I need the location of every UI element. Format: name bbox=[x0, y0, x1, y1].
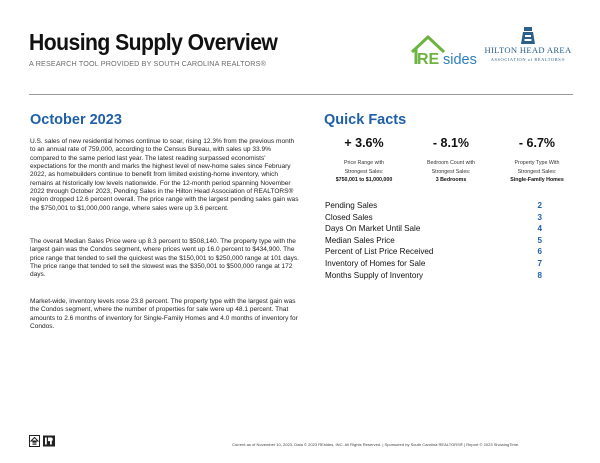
quick-fact-label-line2: Strongest Sales: bbox=[517, 168, 557, 175]
equal-housing-icon bbox=[29, 435, 57, 447]
quick-fact-value: + 3.6% bbox=[344, 136, 384, 150]
page-title: Housing Supply Overview bbox=[29, 29, 278, 55]
contents-item-label: Percent of List Price Received bbox=[325, 247, 434, 257]
header-divider bbox=[29, 94, 573, 95]
contents-item-page: 8 bbox=[537, 270, 542, 280]
hilton-head-logo bbox=[482, 26, 574, 68]
contents-item-page: 7 bbox=[537, 258, 542, 268]
summary-paragraph-1: U.S. sales of new residential homes continue to soar, rising 12.3% from the previous month to an annual rate of 759,000, according to the Census Bureau, with sales up 33.9% compared to the same period last year. The latest reading surpassed economists' expectations for the month and marks the highest level of new-home sales since February 2022, as homebuilders continue to benefit from limited existing-home inventory, which remains at historically low levels nationwide. For the 12-month period spanning November 2022 through October 2023, Pending Sales in the Hilton Head Association of REALTORS® region dropped 12.6 percent overall. The price range with the largest pending sales gain was the $750,001 to $1,000,000 range, where sales were up 3.6 percent. bbox=[30, 138, 299, 212]
contents-item-page: 5 bbox=[537, 235, 542, 245]
quick-fact-price-range bbox=[323, 133, 405, 185]
contents-item-inventory[interactable] bbox=[325, 258, 542, 270]
lighthouse-icon bbox=[482, 26, 574, 46]
contents-item-label: Pending Sales bbox=[325, 201, 378, 210]
quick-fact-value: - 6.7% bbox=[518, 136, 556, 150]
contents-item-closed-sales[interactable] bbox=[325, 212, 542, 224]
resides-logo bbox=[409, 30, 479, 68]
contents-item-label: Days On Market Until Sale bbox=[325, 224, 421, 234]
contents-item-label: Inventory of Homes for Sale bbox=[325, 258, 426, 268]
contents-item-label: Months Supply of Inventory bbox=[325, 270, 424, 280]
footer-text: Current as of November 10, 2023. Data © 2023 REsides, INC. All Rights Reserved. | Sponsored by South Carolina REALTORS® | Report © 2023 ShowingTime. bbox=[232, 442, 520, 447]
summary-paragraph-2: The overall Median Sales Price were up 8.3 percent to $508,140. The property type with the largest gain was the Condos segment, where prices went up 16.0 percent to $434,900. The price range that tended to sell the quickest was the $150,001 to $250,000 range at 101 days. The price range that tended to sell the slowest was the $350,001 to $500,000 range at 172 days. bbox=[30, 238, 299, 279]
hilton-head-logo-line1: HILTON HEAD AREA bbox=[484, 45, 572, 55]
quick-fact-label bbox=[496, 159, 578, 185]
report-month: October 2023 bbox=[30, 112, 122, 128]
quick-fact-label bbox=[410, 159, 492, 185]
quick-facts-title: Quick Facts bbox=[324, 112, 407, 128]
quick-fact-label-line1: Price Range with bbox=[343, 160, 385, 166]
quick-fact-label-line2: Strongest Sales: bbox=[344, 168, 384, 175]
contents-item-months-supply[interactable] bbox=[325, 270, 542, 282]
contents-item-page: 2 bbox=[537, 201, 542, 210]
quick-fact-bedroom-count bbox=[410, 133, 492, 185]
quick-fact-value: - 8.1% bbox=[432, 136, 470, 150]
contents-item-label: Closed Sales bbox=[325, 212, 373, 222]
quick-fact-label-line1: Property Type With bbox=[514, 160, 560, 166]
contents-item-page: 3 bbox=[537, 212, 542, 222]
quick-fact-label-line1: Bedroom Count with bbox=[427, 160, 475, 166]
contents-item-days-on-market[interactable] bbox=[325, 223, 542, 235]
contents-item-label: Median Sales Price bbox=[325, 235, 395, 245]
quick-fact-label-line2: Strongest Sales: bbox=[431, 168, 471, 175]
contents-item-median-sales-price[interactable] bbox=[325, 235, 542, 247]
quick-fact-label bbox=[323, 159, 405, 185]
summary-paragraph-3: Market-wide, inventory levels rose 23.8 percent. The property type with the largest gain was the Condos segment, where the number of properties for sale were up 48.1 percent. That amounts to 2.6 months of inventory for Single-Family Homes and 4.0 months of inventory for Condos. bbox=[30, 298, 298, 331]
svg-text:sides: sides bbox=[443, 52, 477, 68]
page-subtitle: A RESEARCH TOOL PROVIDED BY SOUTH CAROLINA REALTORS® bbox=[29, 59, 267, 68]
hilton-head-logo-line2: ASSOCIATION of REALTORS® bbox=[490, 57, 566, 62]
contents-item-page: 6 bbox=[537, 247, 542, 257]
contents-item-percent-list-price[interactable] bbox=[325, 246, 542, 258]
quick-fact-label-bold: $750,001 to $1,000,000 bbox=[335, 177, 393, 183]
quick-fact-label-bold: Single-Family Homes bbox=[510, 177, 564, 183]
quick-fact-property-type bbox=[496, 133, 578, 185]
svg-text:RE: RE bbox=[417, 51, 440, 68]
contents-item-pending-sales[interactable] bbox=[325, 200, 542, 212]
contents-list bbox=[325, 200, 542, 281]
quick-fact-label-bold: 3 Bedrooms bbox=[435, 177, 467, 183]
contents-item-page: 4 bbox=[537, 224, 542, 234]
